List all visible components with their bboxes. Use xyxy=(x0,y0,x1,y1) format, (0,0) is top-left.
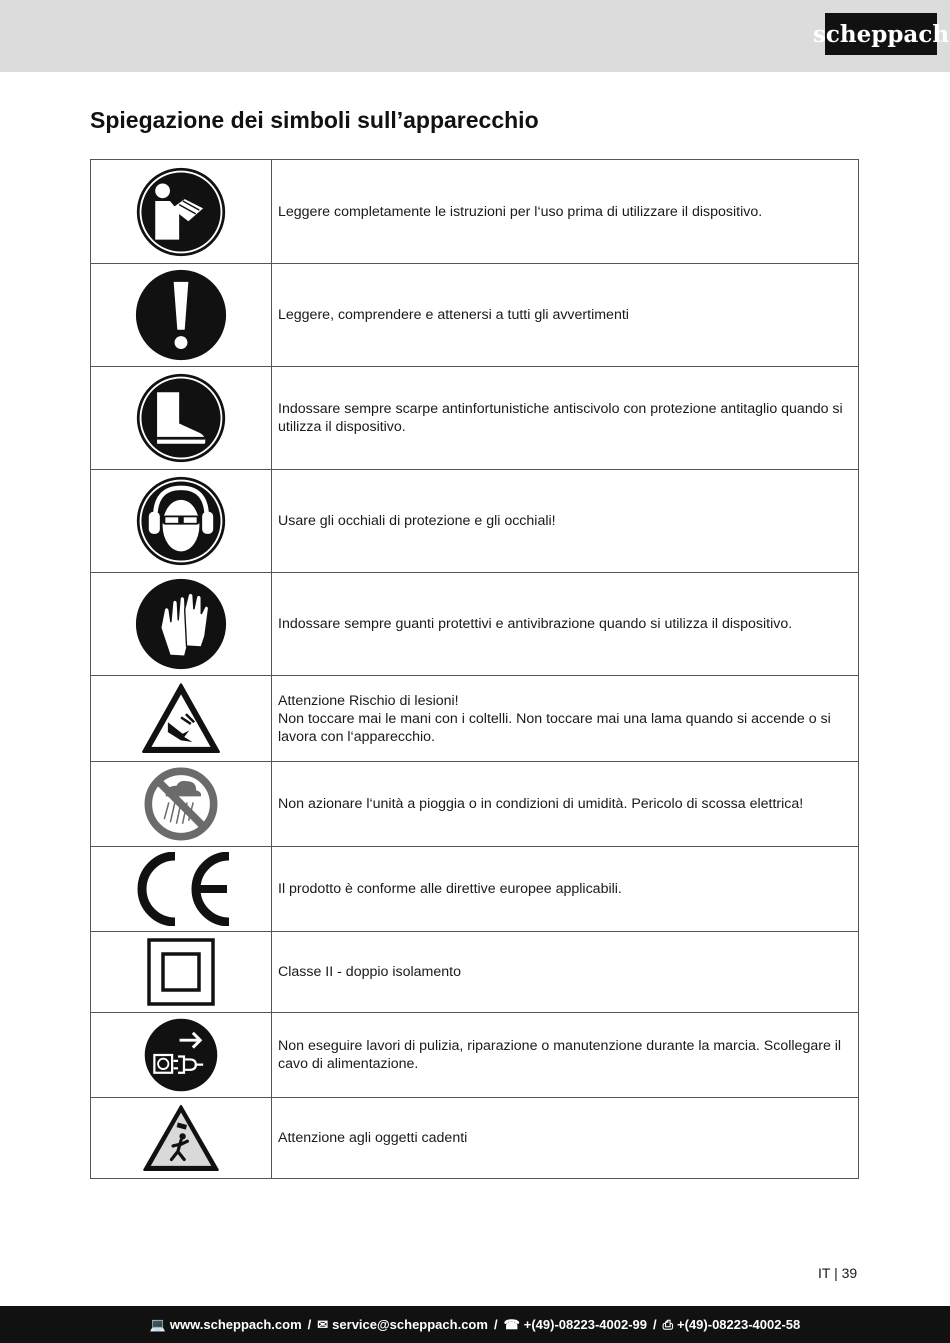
footer-bar xyxy=(0,1306,950,1343)
fax-number: +(49)-08223-4002-58 xyxy=(677,1317,801,1332)
symbol-description: Leggere completamente le istruzioni per l‘uso prima di utilizzare il dispositivo. xyxy=(272,160,859,264)
exclamation-warning-icon xyxy=(135,269,227,361)
table-row xyxy=(91,367,859,470)
separator: / xyxy=(307,1317,312,1332)
symbol-cell xyxy=(91,932,272,1013)
separator: / xyxy=(493,1317,498,1332)
email-link[interactable]: service@scheppach.com xyxy=(332,1317,488,1332)
symbol-description: Attenzione agli oggetti cadenti xyxy=(272,1098,859,1179)
symbol-cell xyxy=(91,367,272,470)
symbol-cell xyxy=(91,160,272,264)
safety-boot-icon xyxy=(135,372,227,464)
symbol-description: Classe II - doppio isolamento xyxy=(272,932,859,1013)
symbol-description: Leggere, comprendere e attenersi a tutti gli avvertimenti xyxy=(272,264,859,367)
table-row xyxy=(91,676,859,762)
scheppach-logo: scheppach xyxy=(825,13,937,55)
table-row xyxy=(91,847,859,932)
falling-objects-warning-icon xyxy=(141,1103,221,1173)
symbol-cell xyxy=(91,573,272,676)
table-row xyxy=(91,1013,859,1098)
ear-eye-protection-icon xyxy=(135,475,227,567)
symbol-description: Non azionare l‘unità a pioggia o in condizioni di umidità. Pericolo di scossa elettrica! xyxy=(272,762,859,847)
table-row xyxy=(91,470,859,573)
laptop-icon: 💻 xyxy=(149,1316,166,1332)
unplug-before-maintenance-icon xyxy=(144,1018,218,1092)
table-row xyxy=(91,932,859,1013)
ce-mark-icon xyxy=(129,852,233,926)
class-ii-double-insulation-icon xyxy=(147,938,215,1006)
symbol-cell xyxy=(91,762,272,847)
symbol-cell xyxy=(91,470,272,573)
symbol-cell xyxy=(91,1013,272,1098)
symbols-table xyxy=(90,159,859,1179)
table-row xyxy=(91,573,859,676)
table-row xyxy=(91,160,859,264)
no-rain-icon xyxy=(143,766,219,842)
symbol-description: Indossare sempre guanti protettivi e antivibrazione quando si utilizza il dispositivo. xyxy=(272,573,859,676)
symbol-description: Attenzione Rischio di lesioni! Non toccare mai le mani con i coltelli. Non toccare mai una lama quando si accende o si lavora con l‘apparecchio. xyxy=(272,676,859,762)
table-row xyxy=(91,264,859,367)
page-number: IT | 39 xyxy=(818,1265,858,1281)
phone-icon: ☎ xyxy=(503,1316,520,1332)
symbol-description: Il prodotto è conforme alle direttive europee applicabili. xyxy=(272,847,859,932)
symbol-description: Non eseguire lavori di pulizia, riparazione o manutenzione durante la marcia. Scollegare il cavo di alimentazione. xyxy=(272,1013,859,1098)
hand-injury-warning-icon xyxy=(140,681,222,757)
symbol-cell xyxy=(91,676,272,762)
website-link[interactable]: www.scheppach.com xyxy=(169,1317,302,1332)
protective-gloves-icon xyxy=(135,578,227,670)
phone-number: +(49)-08223-4002-99 xyxy=(523,1317,647,1332)
read-manual-icon xyxy=(135,166,227,258)
symbol-description: Usare gli occhiali di protezione e gli occhiali! xyxy=(272,470,859,573)
symbol-cell xyxy=(91,847,272,932)
symbol-cell xyxy=(91,1098,272,1179)
symbol-description: Indossare sempre scarpe antinfortunistiche antiscivolo con protezione antitaglio quando si utilizza il dispositivo. xyxy=(272,367,859,470)
email-icon: ✉ xyxy=(317,1316,329,1332)
page-title: Spiegazione dei simboli sull’apparecchio xyxy=(90,107,539,133)
table-row xyxy=(91,1098,859,1179)
separator: / xyxy=(653,1317,657,1332)
table-row xyxy=(91,762,859,847)
symbol-cell xyxy=(91,264,272,367)
header-bar xyxy=(0,0,950,72)
fax-icon: ⎙ xyxy=(662,1316,674,1332)
